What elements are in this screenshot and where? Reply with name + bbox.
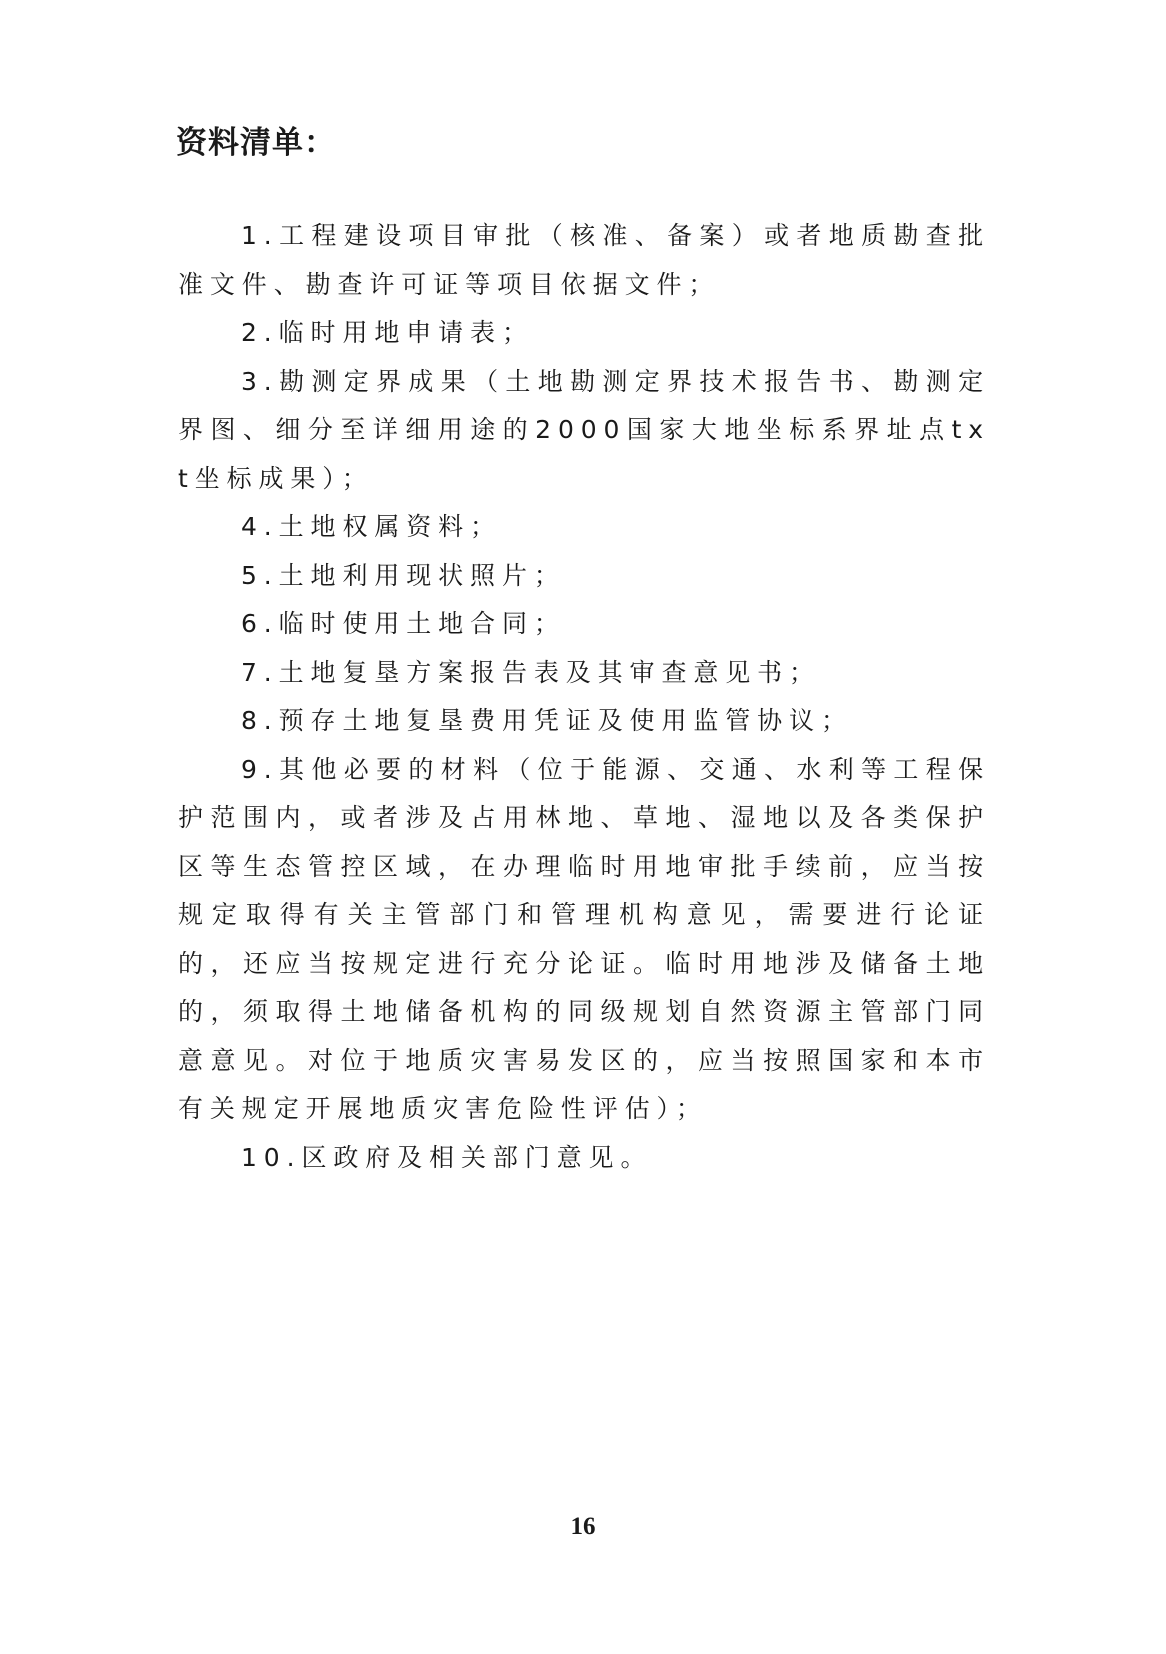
- list-item: 8.预存土地复垦费用凭证及使用监管协议；: [241, 706, 853, 735]
- list-item: 5.土地利用现状照片；: [241, 560, 566, 590]
- page-number: 16: [570, 1513, 596, 1540]
- list-item: 7.土地复垦方案报告表及其审查意见书；: [241, 657, 821, 687]
- list-item: 6.临时使用土地合同；: [241, 609, 566, 638]
- list-item: 4.土地权属资料；: [241, 512, 502, 541]
- list-item: 2.临时用地申请表；: [241, 318, 534, 347]
- list-item: 1.工程建设项目审批（核准、备案）或者地质勘查批准文件、勘查许可证等项目依据文件；: [178, 221, 990, 299]
- list-item: 10.区政府及相关部门意见。: [241, 1142, 653, 1172]
- page-heading: 资料清单：: [176, 125, 336, 161]
- materials-list: [178, 212, 990, 1182]
- list-item: 3.勘测定界成果（土地勘测定界技术报告书、勘测定界图、细分至详细用途的2000国家大地坐标系界址点txt坐标成果）；: [178, 366, 990, 493]
- list-item: 9.其他必要的材料（位于能源、交通、水利等工程保护范围内，或者涉及占用林地、草地、湿地以及各类保护区等生态管控区域，在办理临时用地审批手续前，应当按规定取得有关主管部门和管理机构意见，需要进行论证的，还应当按规定进行充分论证。临时用地涉及储备土地的，须取得土地储备机构的同级规划自然资源主管部门同意意见。对位于地质灾害易发区的，应当按照国家和本市有关规定开展地质灾害危险性评估）；: [178, 754, 990, 1123]
